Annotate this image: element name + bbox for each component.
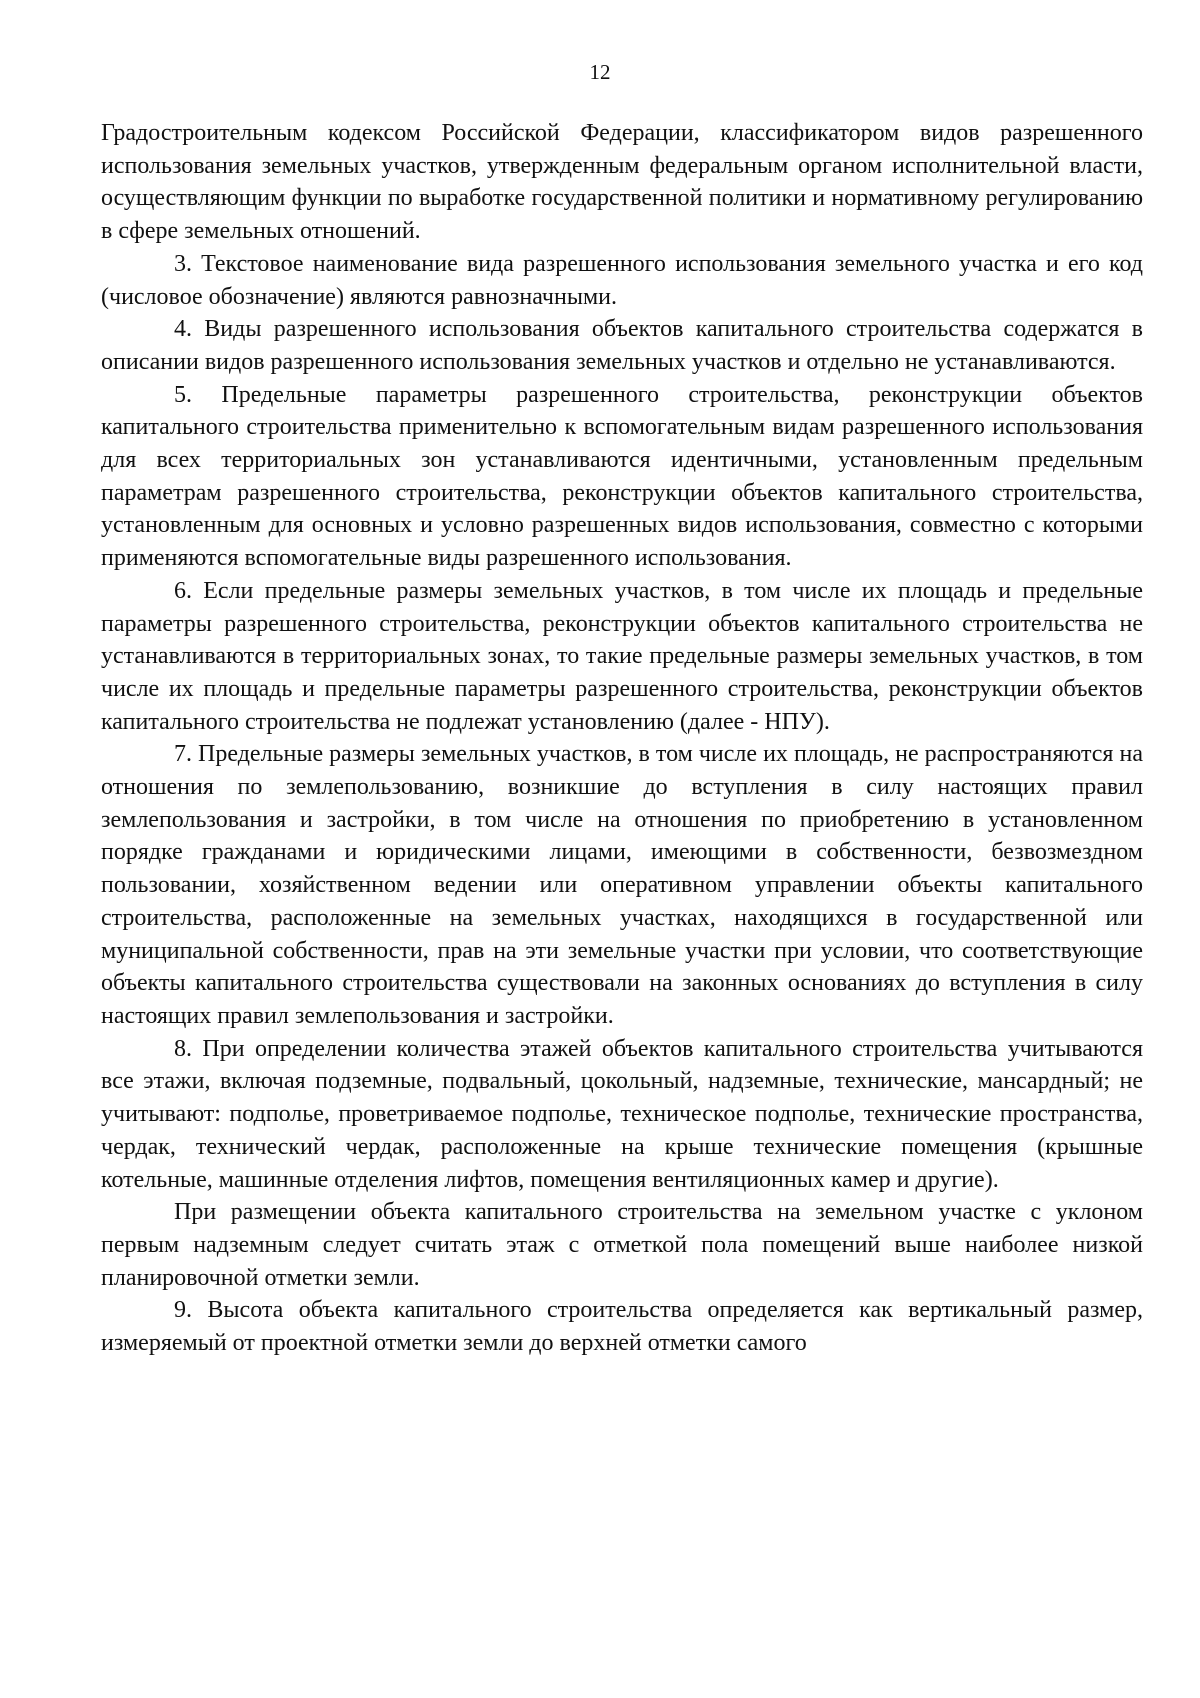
- paragraph-item-6: 6. Если предельные размеры земельных участков, в том числе их площадь и предельные параметры разрешенного строительства, реконструкции объектов капитального строительства не устанавливаются в территориальных зонах, то такие предельные размеры земельных участков, в том числе их площадь и предельные параметры разрешенного строительства, реконструкции объектов капитального строительства не подлежат установлению (далее - НПУ).: [101, 577, 1143, 735]
- paragraph-item-3: 3. Текстовое наименование вида разрешенного использования земельного участка и его код (числовое обозначение) являются равнозначными.: [101, 250, 1143, 310]
- page-number: 12: [589, 60, 611, 84]
- paragraph-intro-continuation: Градостроительным кодексом Российской Федерации, классификатором видов разрешенного использования земельных участков, утвержденным федеральным органом исполнительной власти, осуществляющим функции по выработке государственной политики и нормативному регулированию в сфере земельных отношений.: [101, 120, 1143, 245]
- paragraph-item-4: 4. Виды разрешенного использования объектов капитального строительства содержатся в описании видов разрешенного использования земельных участков и отдельно не устанавливаются.: [101, 316, 1143, 375]
- paragraph-item-8-slope: При размещении объекта капитального строительства на земельном участке с уклоном первым надземным следует считать этаж с отметкой пола помещений выше наиболее низкой планировочной отметки земли.: [101, 1199, 1143, 1291]
- paragraph-item-8: 8. При определении количества этажей объектов капитального строительства учитываются все этажи, включая подземные, подвальный, цокольный, надземные, технические, мансардный; не учитывают: подполье, проветриваемое подполье, техническое подполье, технические пространства, чердак, технический чердак, расположенные на крыше технические помещения (крышные котельные, машинные отделения лифтов, помещения вентиляционных камер и другие).: [101, 1035, 1143, 1193]
- paragraph-item-5: 5. Предельные параметры разрешенного строительства, реконструкции объектов капитального строительства применительно к вспомогательным видам разрешенного использования для всех территориальных зон устанавливаются идентичными, установленным предельным параметрам разрешенного строительства, реконструкции объектов капитального строительства, установленным для основных и условно разрешенных видов использования, совместно с которыми применяются вспомогательные виды разрешенного использования.: [101, 381, 1143, 572]
- document-body: [101, 117, 1143, 1360]
- paragraph-item-7: 7. Предельные размеры земельных участков, в том числе их площадь, не распространяются на отношения по землепользованию, возникшие до вступления в силу настоящих правил землепользования и застройки, в том числе на отношения по приобретению в установленном порядке гражданами и юридическими лицами, имеющими в собственности, безвозмездном пользовании, хозяйственном ведении или оперативном управлении объекты капитального строительства, расположенные на земельных участках, находящихся в государственной или муниципальной собственности, прав на эти земельные участки при условии, что соответствующие объекты капитального строительства существовали на законных основаниях до вступления в силу настоящих правил землепользования и застройки.: [101, 741, 1143, 1029]
- paragraph-item-9: 9. Высота объекта капитального строительства определяется как вертикальный размер, измеряемый от проектной отметки земли до верхней отметки самого: [101, 1297, 1143, 1357]
